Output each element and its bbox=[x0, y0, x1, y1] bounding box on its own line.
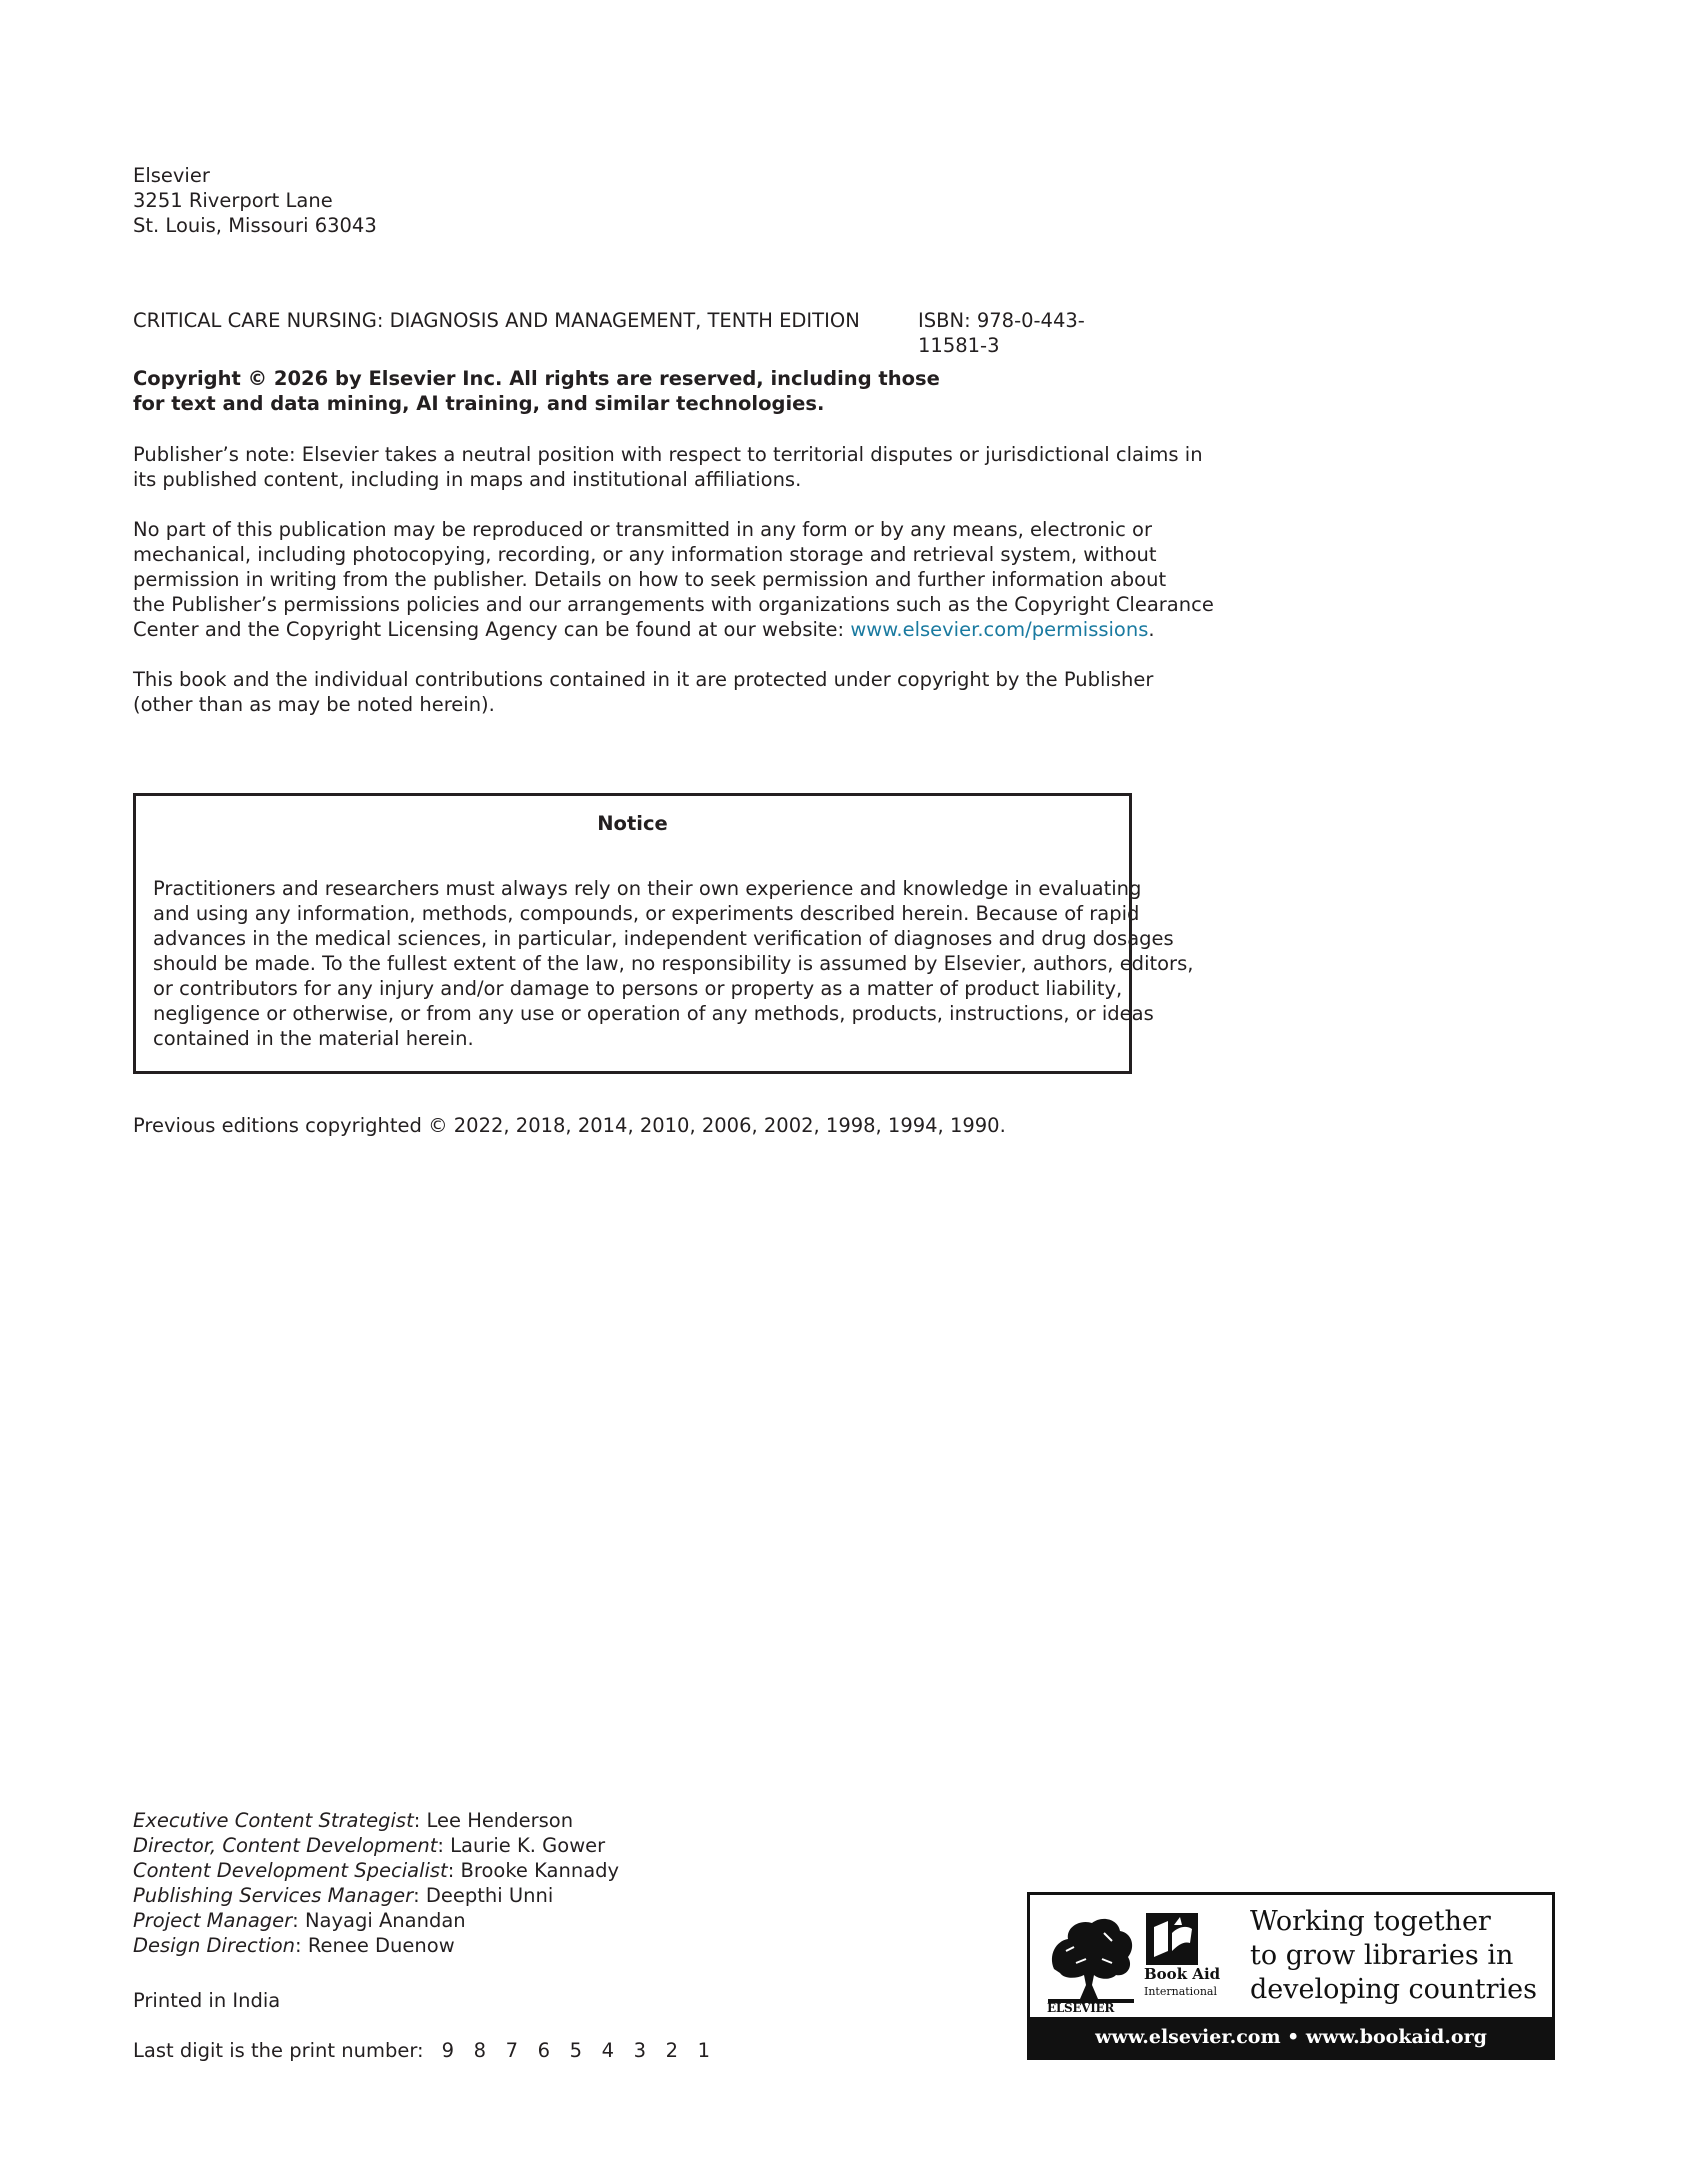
isbn: ISBN: 978-0-443-11581-3 bbox=[918, 309, 1085, 357]
notice-line: negligence or otherwise, or from any use or operation of any methods, products, instructions, or ideas bbox=[153, 1002, 1154, 1025]
credit-role: Executive Content Strategist bbox=[133, 1809, 414, 1832]
book-aid-logo bbox=[1027, 1892, 1555, 2060]
print-digit: 5 bbox=[569, 2039, 582, 2062]
rights-line: mechanical, including photocopying, recording, or any information storage and retrieval system, without bbox=[133, 543, 1157, 566]
book-aid-subname: International bbox=[1144, 1985, 1217, 1998]
print-digit: 9 bbox=[441, 2039, 454, 2062]
previous-editions bbox=[133, 1113, 1143, 1138]
previous-editions-text: Previous editions copyrighted © 2022, 2018, 2014, 2010, 2006, 2002, 1998, 1994, 1990. bbox=[133, 1114, 1006, 1137]
print-digit: 1 bbox=[697, 2039, 710, 2062]
credit-line bbox=[133, 1908, 1143, 1933]
print-digit: 7 bbox=[505, 2039, 518, 2062]
credit-name: : Renee Duenow bbox=[295, 1934, 455, 1957]
print-digit: 6 bbox=[537, 2039, 550, 2062]
notice-line: and using any information, methods, compounds, or experiments described herein. Because of rapid bbox=[153, 902, 1140, 925]
credit-name: : Laurie K. Gower bbox=[437, 1834, 606, 1857]
notice-line: advances in the medical sciences, in particular, independent verification of diagnoses and drug dosages bbox=[153, 927, 1174, 950]
elsevier-wordmark: ELSEVIER bbox=[1047, 2001, 1115, 2015]
permissions-link[interactable]: www.elsevier.com/permissions bbox=[850, 618, 1149, 641]
notice-body bbox=[153, 876, 1193, 1051]
book-aid-tagline bbox=[1250, 1905, 1550, 2007]
notice-line: contained in the material herein. bbox=[153, 1027, 474, 1050]
credit-line bbox=[133, 1858, 1143, 1883]
rights-line: No part of this publication may be reproduced or transmitted in any form or by any means, electronic or bbox=[133, 518, 1152, 541]
book-aid-name: Book Aid bbox=[1144, 1965, 1221, 1983]
book-title: CRITICAL CARE NURSING: DIAGNOSIS AND MANAGEMENT, TENTH EDITION bbox=[133, 309, 860, 332]
address-line: Elsevier bbox=[133, 164, 210, 187]
publisher-address bbox=[133, 163, 1143, 238]
production-credits bbox=[133, 1808, 1143, 1958]
notice-line: or contributors for any injury and/or damage to persons or property as a matter of product liability, bbox=[153, 977, 1123, 1000]
rights-line-prefix: Center and the Copyright Licensing Agency can be found at our website: bbox=[133, 618, 851, 641]
rights-paragraph bbox=[133, 517, 1214, 642]
copyright-line: Copyright © 2026 by Elsevier Inc. All rights are reserved, including those bbox=[133, 367, 940, 390]
book-aid-icon bbox=[1146, 1913, 1198, 1965]
credit-role: Director, Content Development bbox=[133, 1834, 438, 1857]
protection-line: (other than as may be noted herein). bbox=[133, 693, 495, 716]
credit-line bbox=[133, 1933, 1143, 1958]
rights-line: permission in writing from the publisher. Details on how to seek permission and further information about bbox=[133, 568, 1167, 591]
address-line: 3251 Riverport Lane bbox=[133, 189, 333, 212]
notice-heading: Notice bbox=[597, 812, 668, 835]
protection-paragraph bbox=[133, 667, 1154, 717]
notice-box bbox=[133, 793, 1194, 1074]
credit-line bbox=[133, 1833, 1143, 1858]
address-line: St. Louis, Missouri 63043 bbox=[133, 214, 377, 237]
publisher-note bbox=[133, 442, 1203, 492]
publisher-note-line: Publisher’s note: Elsevier takes a neutral position with respect to territorial disputes or jurisdictional claims in bbox=[133, 443, 1203, 466]
credit-role: Project Manager bbox=[133, 1909, 293, 1932]
notice-line: should be made. To the fullest extent of the law, no responsibility is assumed by Elsevier, authors, editors, bbox=[153, 952, 1194, 975]
tagline-line: Working together bbox=[1250, 1906, 1491, 1937]
credit-name: : Brooke Kannady bbox=[447, 1859, 620, 1882]
print-digit: 2 bbox=[665, 2039, 678, 2062]
print-digit: 4 bbox=[601, 2039, 614, 2062]
credit-name: : Lee Henderson bbox=[413, 1809, 574, 1832]
protection-line: This book and the individual contributions contained in it are protected under copyright by the Publisher bbox=[133, 668, 1154, 691]
print-number-line bbox=[133, 2038, 1143, 2063]
print-digit: 8 bbox=[473, 2039, 486, 2062]
copyright-statement bbox=[133, 366, 1143, 416]
print-digit: 3 bbox=[633, 2039, 646, 2062]
tagline-line: developing countries bbox=[1250, 1974, 1537, 2005]
rights-line: the Publisher’s permissions policies and our arrangements with organizations such as the Copyright Clearance bbox=[133, 593, 1214, 616]
publisher-note-line: its published content, including in maps and institutional affiliations. bbox=[133, 468, 802, 491]
printed-in bbox=[133, 1988, 1143, 2013]
credit-role: Publishing Services Manager bbox=[133, 1884, 414, 1907]
rights-line-suffix: . bbox=[1148, 618, 1155, 641]
elsevier-tree-icon bbox=[1046, 1911, 1136, 2007]
notice-line: Practitioners and researchers must always rely on their own experience and knowledge in evaluating bbox=[153, 877, 1142, 900]
print-number-digits bbox=[442, 2038, 730, 2063]
printed-in-text: Printed in India bbox=[133, 1989, 281, 2012]
credit-name: : Deepthi Unni bbox=[413, 1884, 554, 1907]
credit-line bbox=[133, 1808, 1143, 1833]
tagline-line: to grow libraries in bbox=[1250, 1940, 1514, 1971]
print-number-label: Last digit is the print number: bbox=[133, 2039, 424, 2062]
credit-line bbox=[133, 1883, 1143, 1908]
credit-name: : Nayagi Anandan bbox=[292, 1909, 466, 1932]
copyright-line: for text and data mining, AI training, and similar technologies. bbox=[133, 392, 825, 415]
credit-role: Design Direction bbox=[133, 1934, 296, 1957]
credit-role: Content Development Specialist bbox=[133, 1859, 448, 1882]
book-aid-footer-urls: www.elsevier.com • www.bookaid.org bbox=[1030, 2017, 1552, 2057]
rights-line bbox=[133, 617, 1155, 642]
